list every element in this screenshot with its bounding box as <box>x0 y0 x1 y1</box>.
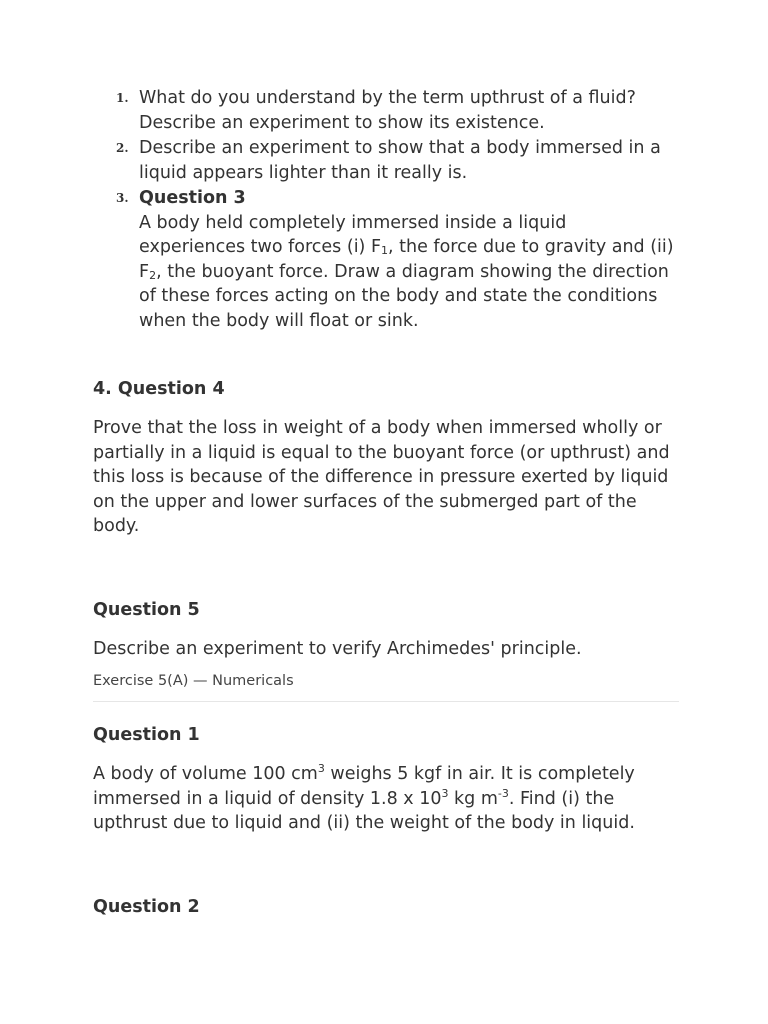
exercise-section-label: Exercise 5(A) — Numericals <box>93 671 679 702</box>
question-5-heading: Question 5 <box>93 599 200 620</box>
document-page <box>93 86 677 919</box>
list-number: 1. <box>116 91 129 105</box>
numerical-1-text: A body of volume 100 $cm^3$ weighs 5 kgf in air. It is completely immersed in a liquid of density 1.8 x $10^3$ kg $m^{-3}$. Find (i) the upthrust due to liquid and (ii) the weight of the body in liquid. <box>93 762 635 833</box>
list-number: 3. <box>116 191 129 205</box>
question-text: A body held completely immersed inside a liquid experiences two forces (i) $F_1$, the force due to gravity and (ii) $F_2$, the buoyant force. Draw a diagram showing the direction of these forces acting on the body and state the conditions when the body will float or sink. <box>139 212 674 331</box>
question-5-text: Describe an experiment to verify Archimedes' principle. <box>93 638 582 659</box>
question-heading: Question 3 <box>139 188 246 208</box>
list-number: 2. <box>116 141 129 155</box>
list-item <box>116 136 677 185</box>
numerical-1-heading: Question 1 <box>93 725 200 745</box>
list-item <box>116 86 677 135</box>
question-list <box>93 86 677 333</box>
question-4-text: Prove that the loss in weight of a body when immersed wholly or partially in a liquid is equal to the buoyant force (or upthrust) and this loss is because of the difference in pressure exerted by liquid on the upper and lower surfaces of the submerged part of the body. <box>93 418 670 536</box>
list-item <box>116 186 677 333</box>
question-4-heading: 4. Question 4 <box>93 379 225 399</box>
question-text: What do you understand by the term upthrust of a fluid? Describe an experiment to show its existence. <box>139 88 636 133</box>
numerical-2-heading: Question 2 <box>93 896 200 917</box>
question-text: Describe an experiment to show that a body immersed in a liquid appears lighter than it really is. <box>139 138 661 183</box>
